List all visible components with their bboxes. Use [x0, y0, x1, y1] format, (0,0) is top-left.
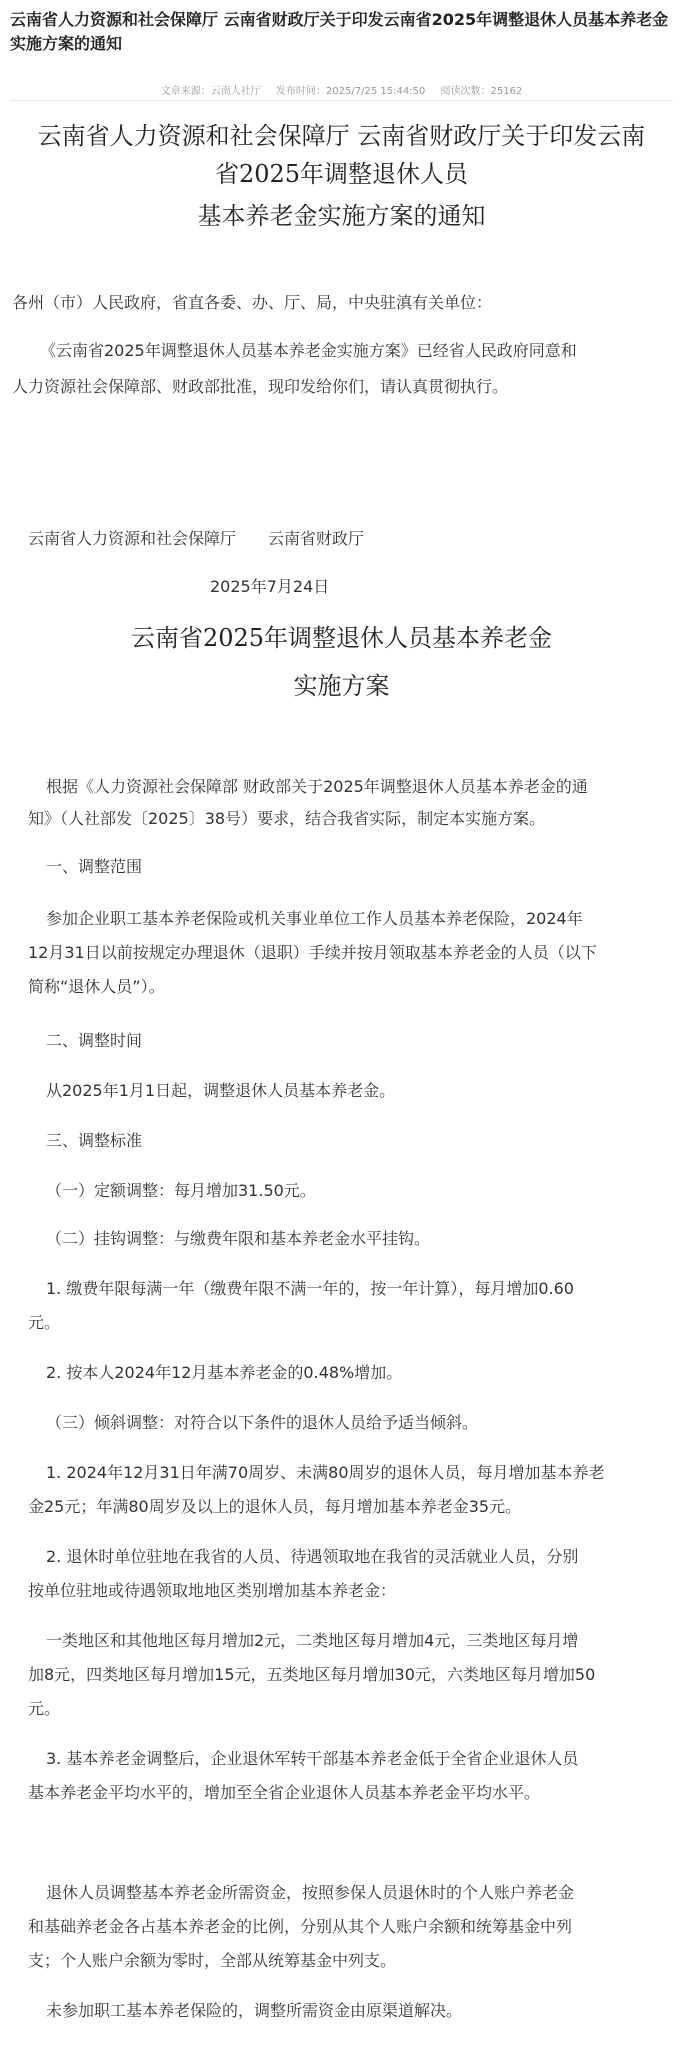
linked-item-1-line-1: 1. 缴费年限每满一年（缴费年限不满一年的，按一年计算），每月增加0.60: [46, 1279, 574, 1298]
standard-item-linked: （二）挂钩调整：与缴费年限和基本养老金水平挂钩。: [46, 1229, 431, 1248]
other-funding-line: 未参加职工基本养老保险的，调整所需资金由原渠道解决。: [46, 2001, 463, 2020]
notice-body-line-1: 《云南省2025年调整退休人员基本养老金实施方案》已经省人民政府同意和: [40, 341, 577, 360]
standard-item-fixed: （一）定额调整：每月增加31.50元。: [46, 1181, 316, 1200]
tilt-item-2-line-1: 2. 退休时单位驻地在我省的人员、待遇领取地在我省的灵活就业人员，分别: [46, 1547, 579, 1566]
section-heading-scope: 一、调整范围: [46, 857, 143, 876]
funding-line-2: 和基础养老金各占基本养老金的比例，分别从其个人账户余额和统筹基金中列: [28, 1917, 573, 1936]
section-heading-standard: 三、调整标准: [46, 1131, 143, 1150]
linked-item-1-line-2: 元。: [28, 1313, 61, 1332]
funding-line-1: 退休人员调整基本养老金所需资金，按照参保人员退休时的个人账户养老金: [46, 1883, 575, 1902]
notice-body-line-2: 人力资源社会保障部、财政部批准，现印发给你们，请认真贯彻执行。: [12, 377, 509, 396]
tilt-item-3-line-2: 基本养老金平均水平的，增加至全省企业退休人员基本养老金平均水平。: [28, 1783, 541, 1802]
view-count: 阅读次数：25162: [440, 86, 523, 97]
standard-item-tilt: （三）倾斜调整：对符合以下条件的退休人员给予适当倾斜。: [46, 1413, 479, 1432]
article-source: 文章来源：云南人社厅: [160, 86, 261, 97]
linked-item-2: 2. 按本人2024年12月基本养老金的0.48%增加。: [46, 1363, 403, 1382]
region-line-3: 元。: [28, 1699, 61, 1718]
scope-line-3: 简称“退休人员”）。: [28, 977, 165, 996]
region-line-1: 一类地区和其他地区每月增加2元，二类地区每月增加4元，三类地区每月增: [46, 1631, 579, 1650]
article-headline: 云南省人力资源和社会保障厅 云南省财政厅关于印发云南省2025年调整退休人员基本养老金实施方案的通知: [10, 10, 669, 53]
tilt-item-1-line-1: 1. 2024年12月31日年满70周岁、未满80周岁的退休人员，每月增加基本养老: [46, 1463, 605, 1482]
publish-time: 发布时间：2025/7/25 15:44:50: [275, 86, 426, 97]
article-meta: [0, 82, 683, 97]
funding-line-3: 支；个人账户余额为零时，全部从统筹基金中列支。: [28, 1951, 397, 1970]
notice-title-line-3: 基本养老金实施方案的通知: [197, 202, 486, 230]
tilt-item-3-line-1: 3. 基本养老金调整后，企业退休军转干部基本养老金低于全省企业退休人员: [46, 1749, 579, 1768]
notice-title-line-2: 省2025年调整退休人员: [214, 160, 469, 188]
notice-signature: 云南省人力资源和社会保障厅 云南省财政厅: [28, 529, 365, 548]
tilt-item-1-line-2: 金25元；年满80周岁及以上的退休人员，每月增加基本养老金35元。: [28, 1497, 522, 1516]
scheme-intro-line-1: 根据《人力资源社会保障部 财政部关于2025年调整退休人员基本养老金的通: [46, 777, 588, 796]
time-line-1: 从2025年1月1日起，调整退休人员基本养老金。: [46, 1081, 396, 1100]
scheme-title-line-1: 云南省2025年调整退休人员基本养老金: [130, 624, 553, 652]
region-line-2: 加8元，四类地区每月增加15元，五类地区每月增加30元，六类地区每月增加50: [28, 1665, 596, 1684]
notice-date: 2025年7月24日: [210, 577, 330, 596]
scheme-title-line-2: 实施方案: [293, 672, 390, 700]
header-divider: [10, 100, 673, 101]
notice-title-line-1: 云南省人力资源和社会保障厅 云南省财政厅关于印发云南: [37, 122, 646, 150]
scheme-intro-line-2: 知》（人社部发〔2025〕38号）要求，结合我省实际，制定本实施方案。: [28, 809, 546, 828]
section-heading-time: 二、调整时间: [46, 1031, 143, 1050]
notice-addressee: 各州（市）人民政府，省直各委、办、厅、局，中央驻滇有关单位：: [12, 293, 493, 312]
tilt-item-2-line-2: 按单位驻地或待遇领取地地区类别增加基本养老金：: [28, 1581, 397, 1600]
scope-line-1: 参加企业职工基本养老保险或机关事业单位工作人员基本养老保险，2024年: [46, 909, 583, 928]
scope-line-2: 12月31日以前按规定办理退休（退职）手续并按月领取基本养老金的人员（以下: [28, 943, 597, 962]
